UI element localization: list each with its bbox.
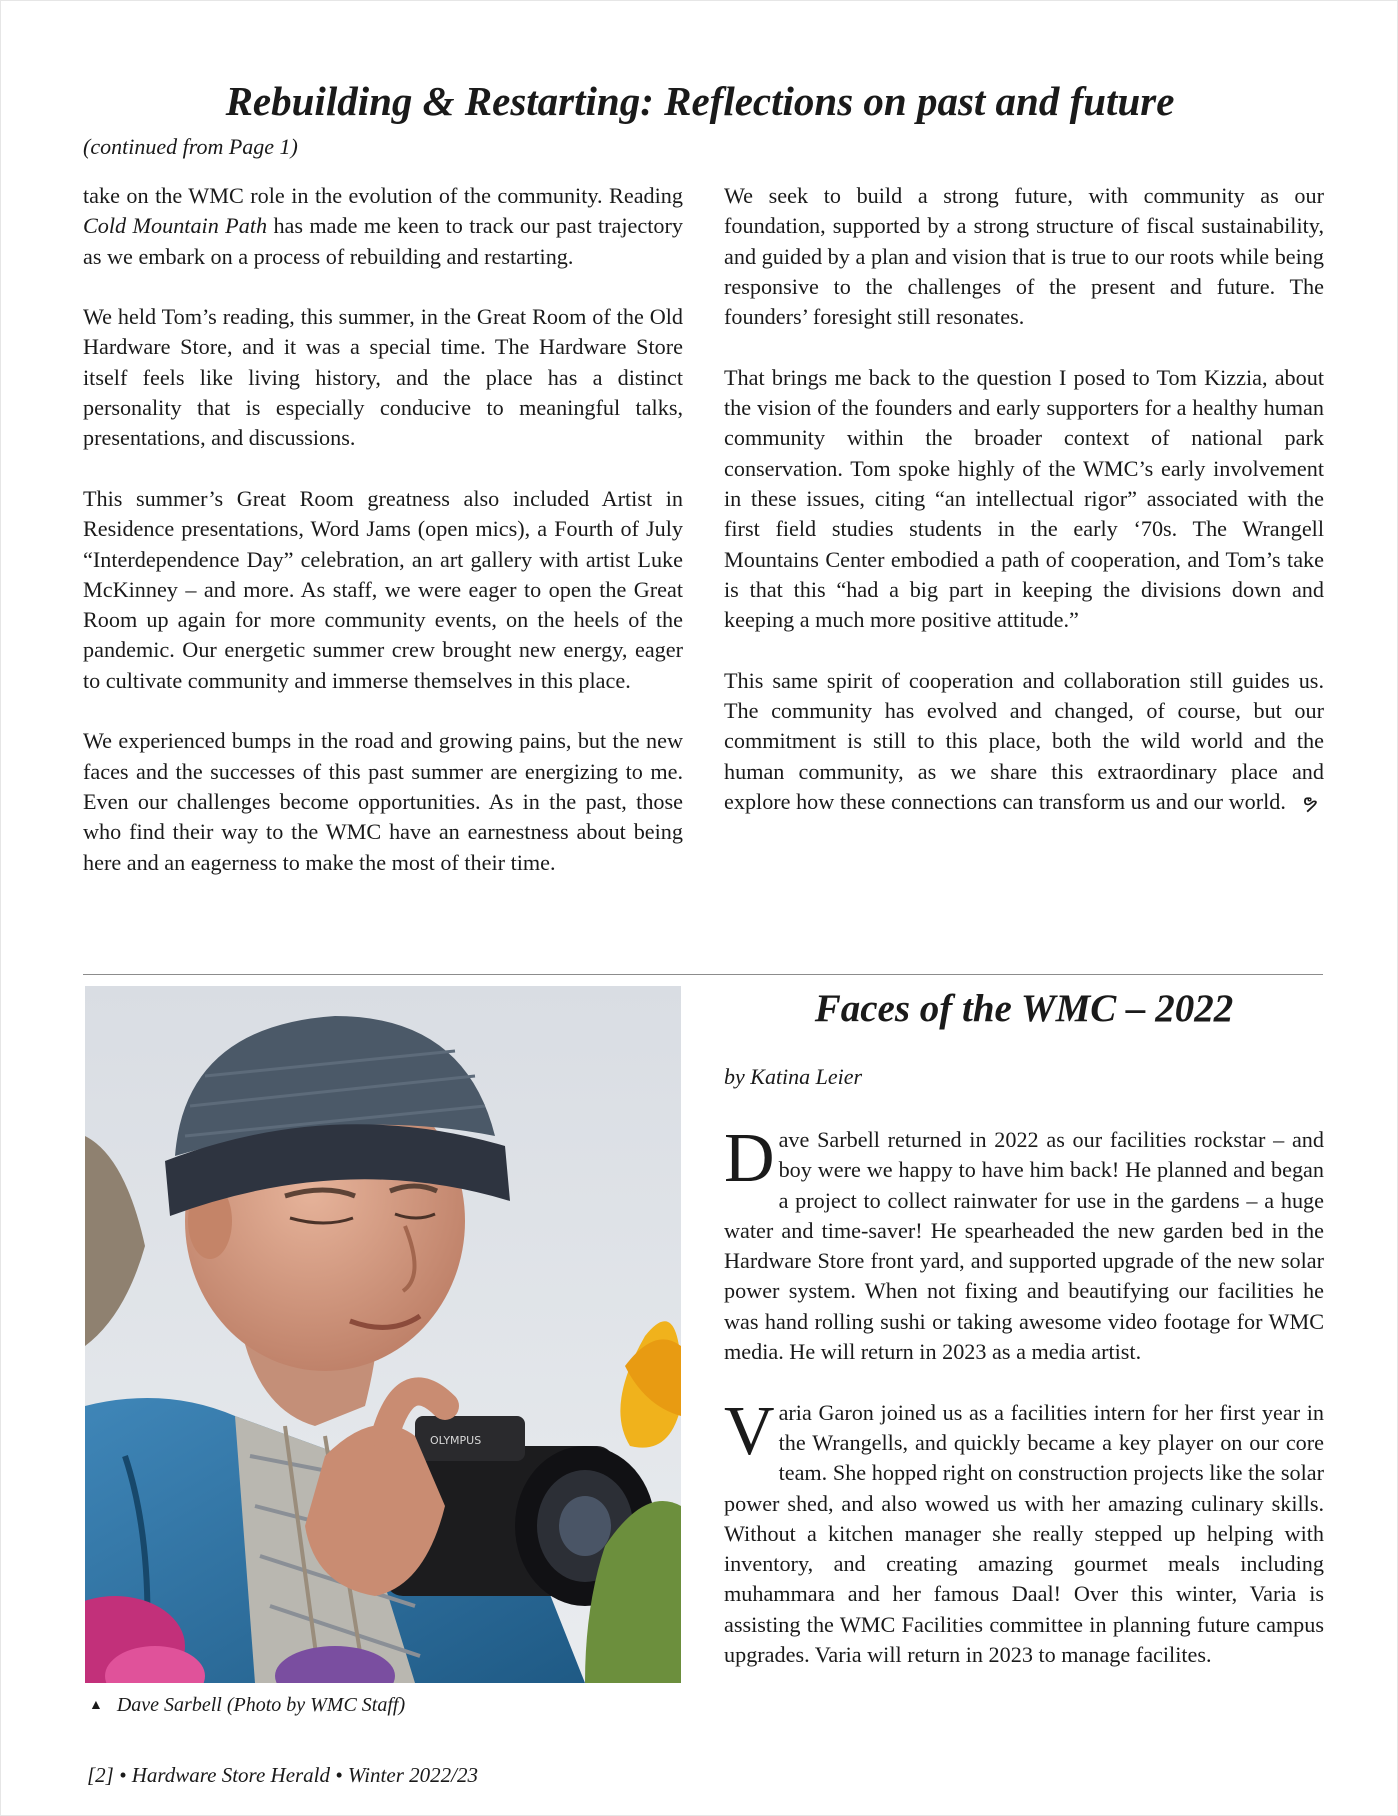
- article-paragraph: We seek to build a strong future, with community as our foundation, supported by a strong structure of fiscal sustainability, and guided by a plan and vision that is true to our roots while being responsive to the challenges of the present and future. The founders’ foresight still resonates.: [724, 183, 1324, 330]
- faces-headline: Faces of the WMC – 2022: [814, 987, 1234, 1030]
- drop-cap: V: [724, 1392, 775, 1470]
- byline: by Katina Leier: [724, 1064, 863, 1089]
- profile-paragraph: Dave Sarbell returned in 2022 as our facilities rockstar – and boy were we happy to have him back! He planned and began a project to collect rainwater for use in the gardens – a huge water and time-saver! He spearheaded the new garden bed in the Hardware Store front yard, and supported upgrade of the new solar power system. When not fixing and beautifying our facilities he was hand rolling sushi or taking awesome video footage for WMC media. He will return in 2023 as a media artist.: [724, 1120, 1324, 1365]
- article-paragraph: This same spirit of cooperation and collaboration still guides us. The community has evolved and changed, of course, but our commitment is still to this place, both the wild world and the human community, as we share this extraordinary place and explore how these connections can transform us and our world. ຯ: [724, 666, 1324, 818]
- camera-brand-text: OLYMPUS: [430, 1434, 482, 1447]
- photo-caption: [89, 1694, 405, 1717]
- article-paragraph: This summer’s Great Room greatness also included Artist in Residence presentations, Word Jams (open mics), a Fourth of July “Interdependence Day” celebration, an art gallery with artist Luke McKinney – and more. As staff, we were eager to open the Great Room up again for more community events, on the heels of the pandemic. Our energetic summer crew brought new energy, eager to cultivate community and immerse themselves in this place.: [83, 485, 683, 693]
- page-footer: [2] • Hardware Store Herald • Winter 2022/23: [87, 1763, 478, 1787]
- drop-cap: D: [724, 1120, 775, 1197]
- article-column-right: [724, 181, 1324, 849]
- continued-note: (continued from Page 1): [83, 134, 298, 159]
- end-of-article-ornament-icon: ຯ: [1301, 791, 1318, 814]
- caption-pointer-icon: ▲: [89, 1698, 103, 1713]
- book-title: Cold Mountain Path: [83, 213, 268, 239]
- faces-column: [724, 1120, 1324, 1701]
- article-headline: Rebuilding & Restarting: Reflections on past and future: [225, 78, 1175, 124]
- caption-text: Dave Sarbell (Photo by WMC Staff): [116, 1694, 406, 1716]
- article-paragraph: take on the WMC role in the evolution of the community. Reading Cold Mountain Path has made me keen to track our past trajectory as we embark on a process of rebuilding and restarting.: [83, 183, 683, 269]
- section-divider: [83, 974, 1323, 975]
- article-paragraph: That brings me back to the question I posed to Tom Kizzia, about the vision of the founders and early supporters for a healthy human community within the broader context of national park conservation. Tom spoke highly of the WMC’s early involvement in these issues, citing “an intellectual rigor” associated with the first field studies students in the early ‘70s. The Wrangell Mountains Center embodied a path of cooperation, and Tom’s take is that this “had a big part in keeping the divisions down and keeping a much more positive attitude.”: [724, 364, 1324, 633]
- article-paragraph: We held Tom’s reading, this summer, in the Great Room of the Old Hardware Store, and it was a special time. The Hardware Store itself feels like living history, and the place has a distinct personality that is especially conducive to meaningful talks, presentations, and discussions.: [83, 304, 683, 451]
- article-column-left: [83, 181, 683, 908]
- photo-dave-sarbell: [85, 986, 681, 1683]
- profile-paragraph: Varia Garon joined us as a facilities intern for her first year in the Wrangells, and quickly became a key player on our core team. She hopped right on construction projects like the solar power shed, and also wowed us with her amazing culinary skills. Without a kitchen manager she really stepped up helping with inventory, and creating amazing gourmet meals including muhammara and her famous Daal! Over this winter, Varia is assisting the WMC Facilities committee in planning future campus upgrades. Varia will return in 2023 to manage facilites.: [724, 1392, 1324, 1668]
- article-paragraph: We experienced bumps in the road and growing pains, but the new faces and the successes of this past summer are energizing to me. Even our challenges become opportunities. As in the past, those who find their way to the WMC have an earnestness about being here and an eagerness to make the most of their time.: [83, 728, 683, 875]
